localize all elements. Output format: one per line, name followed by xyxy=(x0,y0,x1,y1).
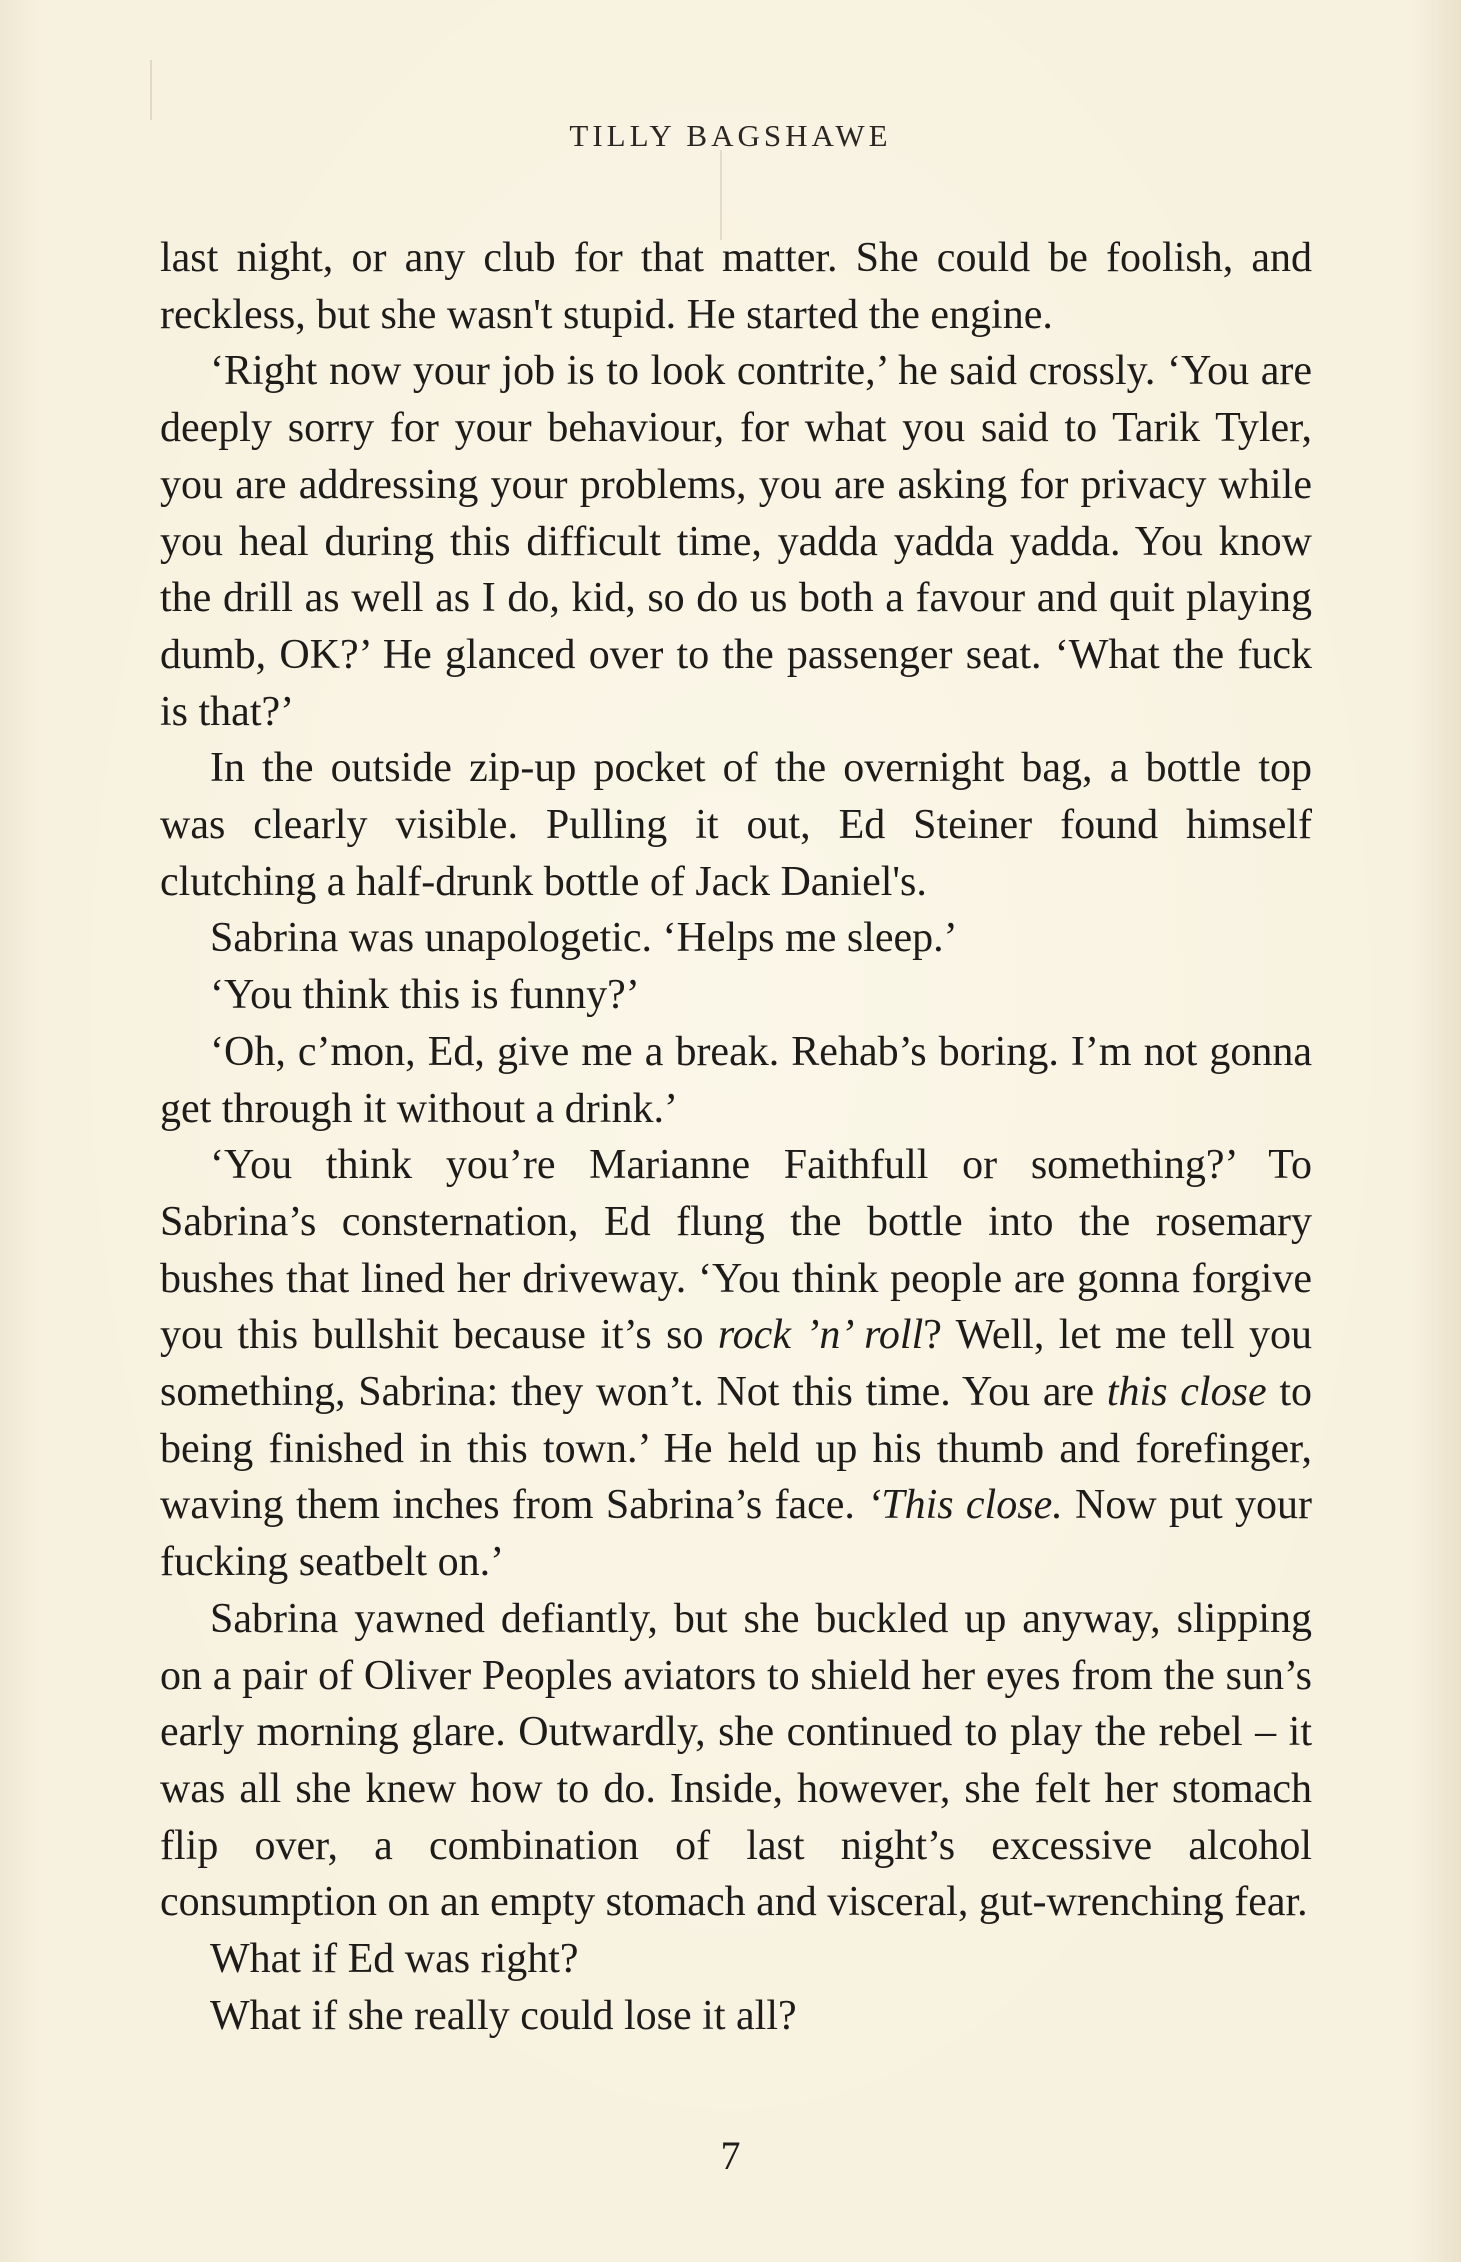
paragraph xyxy=(160,1931,1312,1988)
paragraph xyxy=(160,1591,1312,1931)
paragraph xyxy=(160,1988,1312,2045)
text-run: ‘Right now your job is to look contrite,’ he said crossly. ‘You are deeply sorry for your behaviour, for what you said to Tarik Tyler, you are addressing your problems, you are asking for privacy while you heal during this difficult time, yadda yadda yadda. You know the drill as well as I do, kid, so do us both a favour and quit playing dumb, OK?’ He glanced over to the passenger seat. ‘What the fuck is that?’ xyxy=(160,348,1312,735)
running-head: TILLY BAGSHAWE xyxy=(569,118,892,153)
text-run: In the outside zip-up pocket of the overnight bag, a bottle top was clearly visible. Pulling it out, Ed Steiner found himself clutching a half-drunk bottle of Jack Daniel's. xyxy=(160,745,1312,905)
text-run: What if Ed was right? xyxy=(210,1936,579,1983)
text-run: Now put your fucking seatbelt on.’ xyxy=(160,1482,1313,1586)
italic-text-run: ‘This close. xyxy=(867,1482,1063,1529)
text-run: ‘You think this is funny?’ xyxy=(210,972,640,1019)
text-run: ‘You think you’re Marianne Faithfull or something?’ To Sabrina’s consternation, Ed flung the bottle into the rosemary bushes that lined her driveway. ‘You think people are gonna forgive you this bullshit because it’s so xyxy=(160,1142,1312,1359)
text-run: ‘Oh, c’mon, Ed, give me a break. Rehab’s boring. I’m not gonna get through it without a drink.’ xyxy=(160,1028,1312,1132)
paragraph xyxy=(160,343,1312,740)
body-text xyxy=(160,230,1312,2045)
text-run: Sabrina was unapologetic. ‘Helps me sleep.’ xyxy=(210,915,958,962)
paragraph xyxy=(160,1137,1312,1591)
paragraph xyxy=(160,230,1312,343)
text-run: ? Well, let me tell you something, Sabrina: they won’t. Not this time. You are xyxy=(160,1312,1312,1416)
paragraph xyxy=(160,910,1312,967)
text-run: last night, or any club for that matter. She could be foolish, and reckless, but she wasn't stupid. He started the engine. xyxy=(160,235,1312,338)
paragraph xyxy=(160,740,1312,910)
page-number: 7 xyxy=(720,2133,741,2178)
paragraph xyxy=(160,1024,1312,1137)
paper-crease-mark xyxy=(720,150,722,240)
paper-crease-mark xyxy=(150,60,152,120)
text-run: to being finished in this town.’ He held up his thumb and forefinger, waving them inches from Sabrina’s face. xyxy=(160,1369,1313,1529)
text-run: What if she really could lose it all? xyxy=(210,1992,797,2039)
paragraph xyxy=(160,967,1312,1024)
italic-text-run: this close xyxy=(1106,1369,1267,1416)
italic-text-run: rock ’n’ roll xyxy=(717,1312,924,1359)
text-run: Sabrina yawned defiantly, but she buckled up anyway, slipping on a pair of Oliver Peoples aviators to shield her eyes from the sun’s early morning glare. Outwardly, she continued to play the rebel – it was all she knew how to do. Inside, however, she felt her stomach flip over, a combination of last night’s excessive alcohol consumption on an empty stomach and visceral, gut-wrenching fear. xyxy=(160,1595,1312,1926)
